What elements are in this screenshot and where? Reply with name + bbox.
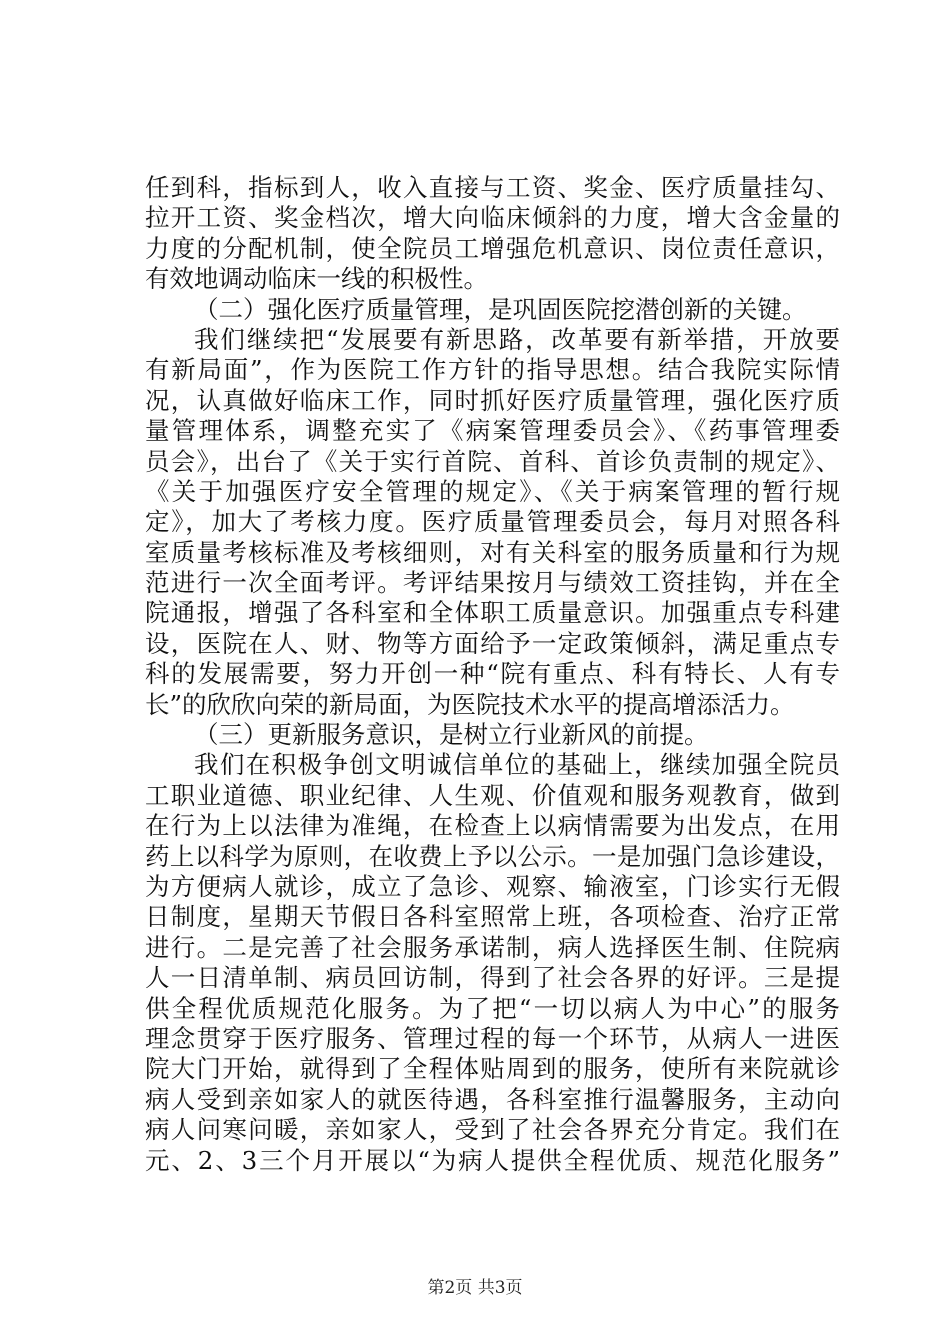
text-line: 长”的欣欣向荣的新局面，为医院技术水平的提高增添活力。	[145, 689, 795, 719]
text-line: 拉开工资、奖金档次，增大向临床倾斜的力度，增大含金量的	[145, 203, 840, 233]
text-line: 设，医院在人、财、物等方面给予一定政策倾斜，满足重点专	[145, 628, 840, 658]
text-line: 人一日清单制、病员回访制，得到了社会各界的好评。三是提	[145, 963, 840, 993]
text-line: 病人受到亲如家人的就医待遇，各科室推行温馨服务，主动向	[145, 1084, 840, 1114]
text-line: 院大门开始，就得到了全程体贴周到的服务，使所有来院就诊	[145, 1054, 840, 1084]
text-line: 工职业道德、职业纪律、人生观、价值观和服务观教育，做到	[145, 780, 840, 810]
text-line: 有新局面”，作为医院工作方针的指导思想。结合我院实际情	[145, 355, 840, 385]
text-line: 有效地调动临床一线的积极性。	[145, 264, 488, 294]
text-line: 力度的分配机制，使全院员工增强危机意识、岗位责任意识，	[145, 233, 840, 263]
text-line: 我们在积极争创文明诚信单位的基础上，继续加强全院员	[194, 750, 840, 780]
text-line: 况，认真做好临床工作，同时抓好医疗质量管理，强化医疗质	[145, 385, 840, 415]
text-line: 室质量考核标准及考核细则，对有关科室的服务质量和行为规	[145, 537, 840, 567]
text-line: 院通报，增强了各科室和全体职工质量意识。加强重点专科建	[145, 598, 840, 628]
text-line: 病人问寒问暖，亲如家人，受到了社会各界充分肯定。我们在	[145, 1115, 840, 1145]
text-line: 员会》，出台了《关于实行首院、首科、首诊负责制的规定》、	[145, 446, 840, 476]
text-line: 范进行一次全面考评。考评结果按月与绩效工资挂钩，并在全	[145, 568, 840, 598]
text-line: 供全程优质规范化服务。为了把“一切以病人为中心”的服务	[145, 993, 840, 1023]
text-line: 进行。二是完善了社会服务承诺制，病人选择医生制、住院病	[145, 932, 840, 962]
text-line: 科的发展需要，努力开创一种“院有重点、科有特长、人有专	[145, 659, 840, 689]
text-line: 任到科，指标到人，收入直接与工资、奖金、医疗质量挂勾、	[145, 173, 840, 202]
text-line: （三）更新服务意识，是树立行业新风的前提。	[194, 720, 709, 750]
text-line: 量管理体系，调整充实了《病案管理委员会》、《药事管理委	[145, 416, 840, 446]
text-line: 为方便病人就诊，成立了急诊、观察、输液室，门诊实行无假	[145, 871, 840, 901]
page-footer: 第2页 共3页	[427, 1278, 523, 1298]
text-line: 定》，加大了考核力度。医疗质量管理委员会，每月对照各科	[145, 507, 840, 537]
text-line: 药上以科学为原则，在收费上予以公示。一是加强门急诊建设，	[145, 841, 840, 871]
text-line: 日制度，星期天节假日各科室照常上班，各项检查、治疗正常	[145, 902, 840, 932]
text-line: （二）强化医疗质量管理，是巩固医院挖潜创新的关键。	[194, 294, 807, 324]
text-line: 我们继续把“发展要有新思路，改革要有新举措，开放要	[194, 324, 840, 354]
text-line: 《关于加强医疗安全管理的规定》、《关于病案管理的暂行规	[145, 476, 840, 506]
text-line: 在行为上以法律为准绳，在检查上以病情需要为出发点，在用	[145, 811, 840, 841]
text-line: 元、2、3三个月开展以“为病人提供全程优质、规范化服务”	[145, 1145, 840, 1175]
text-line: 理念贯穿于医疗服务、管理过程的每一个环节，从病人一进医	[145, 1023, 840, 1053]
document-body	[145, 173, 840, 1176]
